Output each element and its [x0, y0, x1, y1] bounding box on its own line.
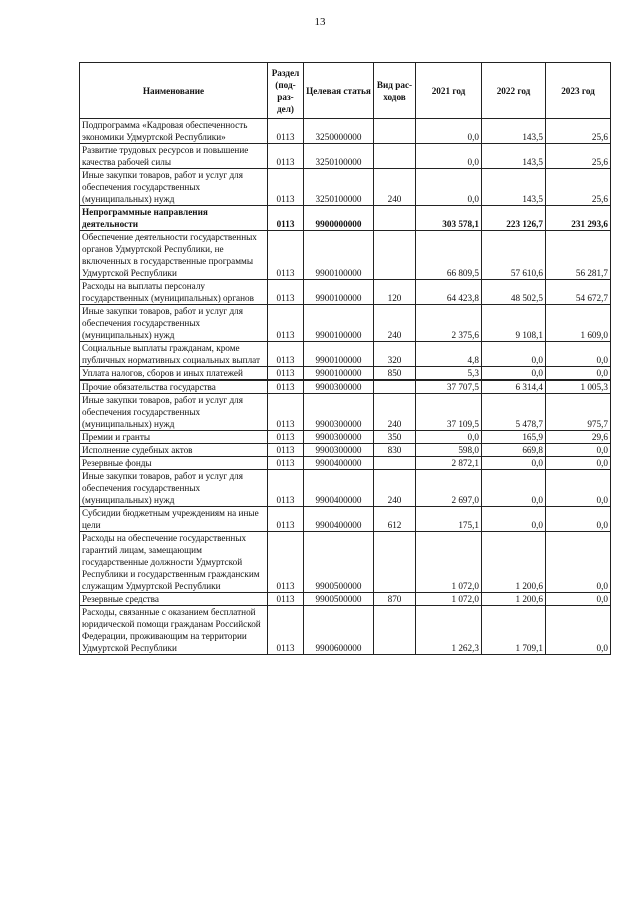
row-2021-cell: 598,0 [416, 444, 482, 457]
table-row [80, 206, 611, 231]
row-target-cell: 9900300000 [304, 394, 374, 431]
row-name-cell: Непрограммные направления деятельности [80, 206, 268, 231]
row-section-cell: 0113 [268, 380, 304, 394]
header-name: Наименование [80, 63, 268, 119]
row-section-cell: 0113 [268, 231, 304, 280]
row-target-cell: 3250000000 [304, 119, 374, 144]
row-section-cell: 0113 [268, 394, 304, 431]
row-expense-cell [374, 231, 416, 280]
table-row [80, 144, 611, 169]
row-2021-cell: 2 872,1 [416, 457, 482, 470]
row-expense-cell [374, 380, 416, 394]
page-number: 13 [314, 16, 326, 28]
row-section-cell: 0113 [268, 431, 304, 444]
row-2022-cell: 9 108,1 [482, 305, 546, 342]
row-2022-cell: 1 200,6 [482, 532, 546, 593]
table-row [80, 342, 611, 367]
row-section-cell: 0113 [268, 342, 304, 367]
row-section-cell: 0113 [268, 144, 304, 169]
row-2022-cell: 0,0 [482, 507, 546, 532]
row-name-cell: Расходы, связанные с оказанием бесплатной юридической помощи гражданам Российской Федерации, проживающим на территории Удмуртской Республики [80, 606, 268, 655]
table-row [80, 169, 611, 206]
row-name-cell: Подпрограмма «Кадровая обеспеченность экономики Удмуртской Республики» [80, 119, 268, 144]
row-expense-cell: 240 [374, 305, 416, 342]
row-expense-cell [374, 532, 416, 593]
row-section-cell: 0113 [268, 457, 304, 470]
row-2022-cell: 1 709,1 [482, 606, 546, 655]
row-section-cell: 0113 [268, 444, 304, 457]
row-target-cell: 9900300000 [304, 444, 374, 457]
row-name-cell: Резервные фонды [80, 457, 268, 470]
row-2022-cell: 0,0 [482, 457, 546, 470]
row-expense-cell [374, 457, 416, 470]
table-row [80, 507, 611, 532]
budget-table [79, 62, 611, 655]
row-expense-cell: 350 [374, 431, 416, 444]
header-section: Раздел (под- раз- дел) [268, 63, 304, 119]
row-2023-cell: 1 609,0 [546, 305, 611, 342]
table-row [80, 231, 611, 280]
row-target-cell: 3250100000 [304, 169, 374, 206]
row-2021-cell: 5,3 [416, 367, 482, 381]
row-expense-cell: 850 [374, 367, 416, 381]
row-expense-cell: 830 [374, 444, 416, 457]
row-section-cell: 0113 [268, 119, 304, 144]
row-name-cell: Уплата налогов, сборов и иных платежей [80, 367, 268, 381]
row-2022-cell: 143,5 [482, 144, 546, 169]
row-name-cell: Резервные средства [80, 593, 268, 606]
row-2021-cell: 66 809,5 [416, 231, 482, 280]
row-name-cell: Расходы на обеспечение государственных гарантий лицам, замещающим государственные должности Удмуртской Республики и государственным гражданским служащим Удмуртской Республики [80, 532, 268, 593]
row-2023-cell: 0,0 [546, 342, 611, 367]
row-2021-cell: 303 578,1 [416, 206, 482, 231]
row-target-cell: 9900000000 [304, 206, 374, 231]
row-expense-cell: 240 [374, 394, 416, 431]
row-expense-cell: 870 [374, 593, 416, 606]
row-2021-cell: 37 109,5 [416, 394, 482, 431]
row-2021-cell: 175,1 [416, 507, 482, 532]
table-row [80, 280, 611, 305]
row-2022-cell: 48 502,5 [482, 280, 546, 305]
row-expense-cell: 240 [374, 470, 416, 507]
row-target-cell: 9900400000 [304, 457, 374, 470]
row-expense-cell [374, 119, 416, 144]
row-expense-cell [374, 606, 416, 655]
table-row [80, 606, 611, 655]
row-2021-cell: 1 072,0 [416, 593, 482, 606]
row-2023-cell: 0,0 [546, 507, 611, 532]
row-2023-cell: 56 281,7 [546, 231, 611, 280]
row-section-cell: 0113 [268, 532, 304, 593]
row-section-cell: 0113 [268, 367, 304, 381]
row-name-cell: Иные закупки товаров, работ и услуг для обеспечения государственных (муниципальных) нужд [80, 470, 268, 507]
header-expense: Вид рас- ходов [374, 63, 416, 119]
row-2023-cell: 1 005,3 [546, 380, 611, 394]
row-2023-cell: 25,6 [546, 119, 611, 144]
table-row [80, 367, 611, 381]
row-expense-cell: 240 [374, 169, 416, 206]
row-target-cell: 9900600000 [304, 606, 374, 655]
header-target: Целевая статья [304, 63, 374, 119]
row-2023-cell: 0,0 [546, 444, 611, 457]
row-2022-cell: 669,8 [482, 444, 546, 457]
row-name-cell: Премии и гранты [80, 431, 268, 444]
table-row [80, 431, 611, 444]
table-body [80, 119, 611, 655]
row-section-cell: 0113 [268, 606, 304, 655]
row-2022-cell: 1 200,6 [482, 593, 546, 606]
row-2023-cell: 0,0 [546, 593, 611, 606]
row-target-cell: 9900400000 [304, 507, 374, 532]
row-target-cell: 3250100000 [304, 144, 374, 169]
table-row [80, 470, 611, 507]
row-expense-cell [374, 206, 416, 231]
table-row [80, 380, 611, 394]
row-2022-cell: 223 126,7 [482, 206, 546, 231]
row-target-cell: 9900500000 [304, 593, 374, 606]
row-2023-cell: 0,0 [546, 470, 611, 507]
row-2022-cell: 0,0 [482, 367, 546, 381]
row-name-cell: Прочие обязательства государства [80, 380, 268, 394]
header-2022: 2022 год [482, 63, 546, 119]
row-name-cell: Расходы на выплаты персоналу государственных (муниципальных) органов [80, 280, 268, 305]
row-2021-cell: 64 423,8 [416, 280, 482, 305]
row-2023-cell: 231 293,6 [546, 206, 611, 231]
row-target-cell: 9900100000 [304, 305, 374, 342]
table-row [80, 305, 611, 342]
row-2021-cell: 1 262,3 [416, 606, 482, 655]
row-name-cell: Иные закупки товаров, работ и услуг для обеспечения государственных (муниципальных) нужд [80, 305, 268, 342]
row-section-cell: 0113 [268, 280, 304, 305]
row-section-cell: 0113 [268, 507, 304, 532]
row-2021-cell: 0,0 [416, 431, 482, 444]
row-target-cell: 9900300000 [304, 431, 374, 444]
row-2022-cell: 165,9 [482, 431, 546, 444]
table-row [80, 532, 611, 593]
row-2022-cell: 143,5 [482, 169, 546, 206]
row-name-cell: Развитие трудовых ресурсов и повышение качества рабочей силы [80, 144, 268, 169]
row-name-cell: Обеспечение деятельности государственных органов Удмуртской Республики, не включенных в государственные программы Удмуртской Республики [80, 231, 268, 280]
row-target-cell: 9900100000 [304, 342, 374, 367]
row-target-cell: 9900100000 [304, 280, 374, 305]
row-expense-cell: 320 [374, 342, 416, 367]
row-2022-cell: 0,0 [482, 342, 546, 367]
table-header-row [80, 63, 611, 119]
row-2022-cell: 5 478,7 [482, 394, 546, 431]
row-expense-cell: 612 [374, 507, 416, 532]
row-2021-cell: 0,0 [416, 169, 482, 206]
row-section-cell: 0113 [268, 169, 304, 206]
row-2021-cell: 0,0 [416, 144, 482, 169]
row-section-cell: 0113 [268, 305, 304, 342]
row-name-cell: Иные закупки товаров, работ и услуг для обеспечения государственных (муниципальных) нужд [80, 394, 268, 431]
row-target-cell: 9900400000 [304, 470, 374, 507]
row-2023-cell: 29,6 [546, 431, 611, 444]
table-row [80, 593, 611, 606]
row-2023-cell: 0,0 [546, 367, 611, 381]
row-2022-cell: 143,5 [482, 119, 546, 144]
row-2023-cell: 975,7 [546, 394, 611, 431]
row-2021-cell: 2 697,0 [416, 470, 482, 507]
row-expense-cell: 120 [374, 280, 416, 305]
row-target-cell: 9900500000 [304, 532, 374, 593]
row-2023-cell: 54 672,7 [546, 280, 611, 305]
table-row [80, 444, 611, 457]
row-2023-cell: 25,6 [546, 169, 611, 206]
row-section-cell: 0113 [268, 593, 304, 606]
row-target-cell: 9900100000 [304, 367, 374, 381]
row-2023-cell: 25,6 [546, 144, 611, 169]
header-2021: 2021 год [416, 63, 482, 119]
row-2023-cell: 0,0 [546, 606, 611, 655]
row-name-cell: Иные закупки товаров, работ и услуг для обеспечения государственных (муниципальных) нужд [80, 169, 268, 206]
row-name-cell: Социальные выплаты гражданам, кроме публичных нормативных социальных выплат [80, 342, 268, 367]
row-section-cell: 0113 [268, 470, 304, 507]
row-2021-cell: 1 072,0 [416, 532, 482, 593]
table-row [80, 394, 611, 431]
row-name-cell: Исполнение судебных актов [80, 444, 268, 457]
header-2023: 2023 год [546, 63, 611, 119]
row-target-cell: 9900100000 [304, 231, 374, 280]
row-2021-cell: 2 375,6 [416, 305, 482, 342]
row-2021-cell: 4,8 [416, 342, 482, 367]
row-2022-cell: 57 610,6 [482, 231, 546, 280]
row-2021-cell: 37 707,5 [416, 380, 482, 394]
row-2022-cell: 6 314,4 [482, 380, 546, 394]
row-section-cell: 0113 [268, 206, 304, 231]
row-2022-cell: 0,0 [482, 470, 546, 507]
row-2021-cell: 0,0 [416, 119, 482, 144]
table-row [80, 457, 611, 470]
row-2023-cell: 0,0 [546, 457, 611, 470]
row-name-cell: Субсидии бюджетным учреждениям на иные цели [80, 507, 268, 532]
row-expense-cell [374, 144, 416, 169]
table-row [80, 119, 611, 144]
row-2023-cell: 0,0 [546, 532, 611, 593]
row-target-cell: 9900300000 [304, 380, 374, 394]
